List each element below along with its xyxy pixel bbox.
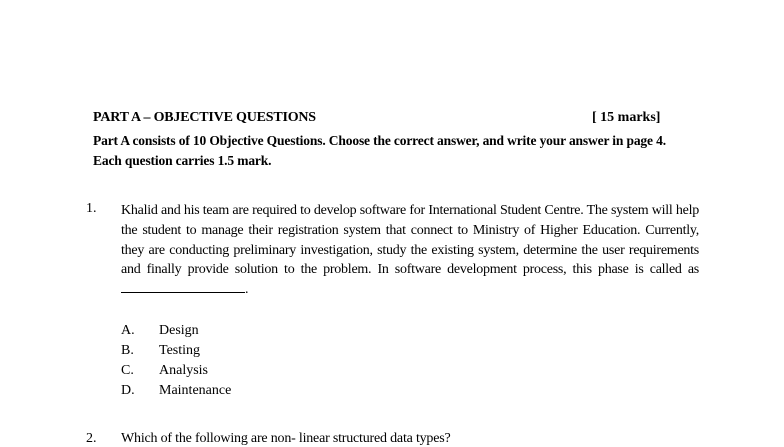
option-a [121, 321, 231, 341]
section-marks: [ 15 marks] [592, 110, 661, 125]
option-text: Analysis [159, 363, 208, 378]
answer-blank [121, 280, 245, 293]
question-text [121, 201, 699, 300]
option-b [121, 341, 231, 361]
section-title: PART A – OBJECTIVE QUESTIONS [93, 110, 316, 125]
option-text: Design [159, 323, 199, 338]
option-letter: D. [121, 383, 135, 398]
section-instructions: Part A consists of 10 Objective Questions. Choose the correct answer, and write your answer in page 4. Each question carries 1.5 mark. [93, 133, 666, 168]
option-text: Maintenance [159, 383, 232, 398]
option-letter: C. [121, 363, 134, 378]
question-number: 1. [86, 201, 97, 216]
answer-options [121, 321, 231, 401]
option-letter: B. [121, 343, 134, 358]
question-number: 2. [86, 431, 97, 446]
question-end: . [245, 282, 249, 298]
question-text: Which of the following are non- linear structured data types? [121, 431, 451, 446]
option-letter: A. [121, 323, 135, 338]
option-d [121, 381, 231, 401]
question-body: Khalid and his team are required to develop software for International Student Centre. The system will help the student to manage their registration system that connect to Ministry of Higher Education. Currently, they are conducting preliminary investigation, study the existing system, determine the user requirements and finally provide solution to the problem. In software development process, this phase is called as [121, 203, 699, 278]
option-c [121, 361, 231, 381]
option-text: Testing [159, 343, 201, 358]
